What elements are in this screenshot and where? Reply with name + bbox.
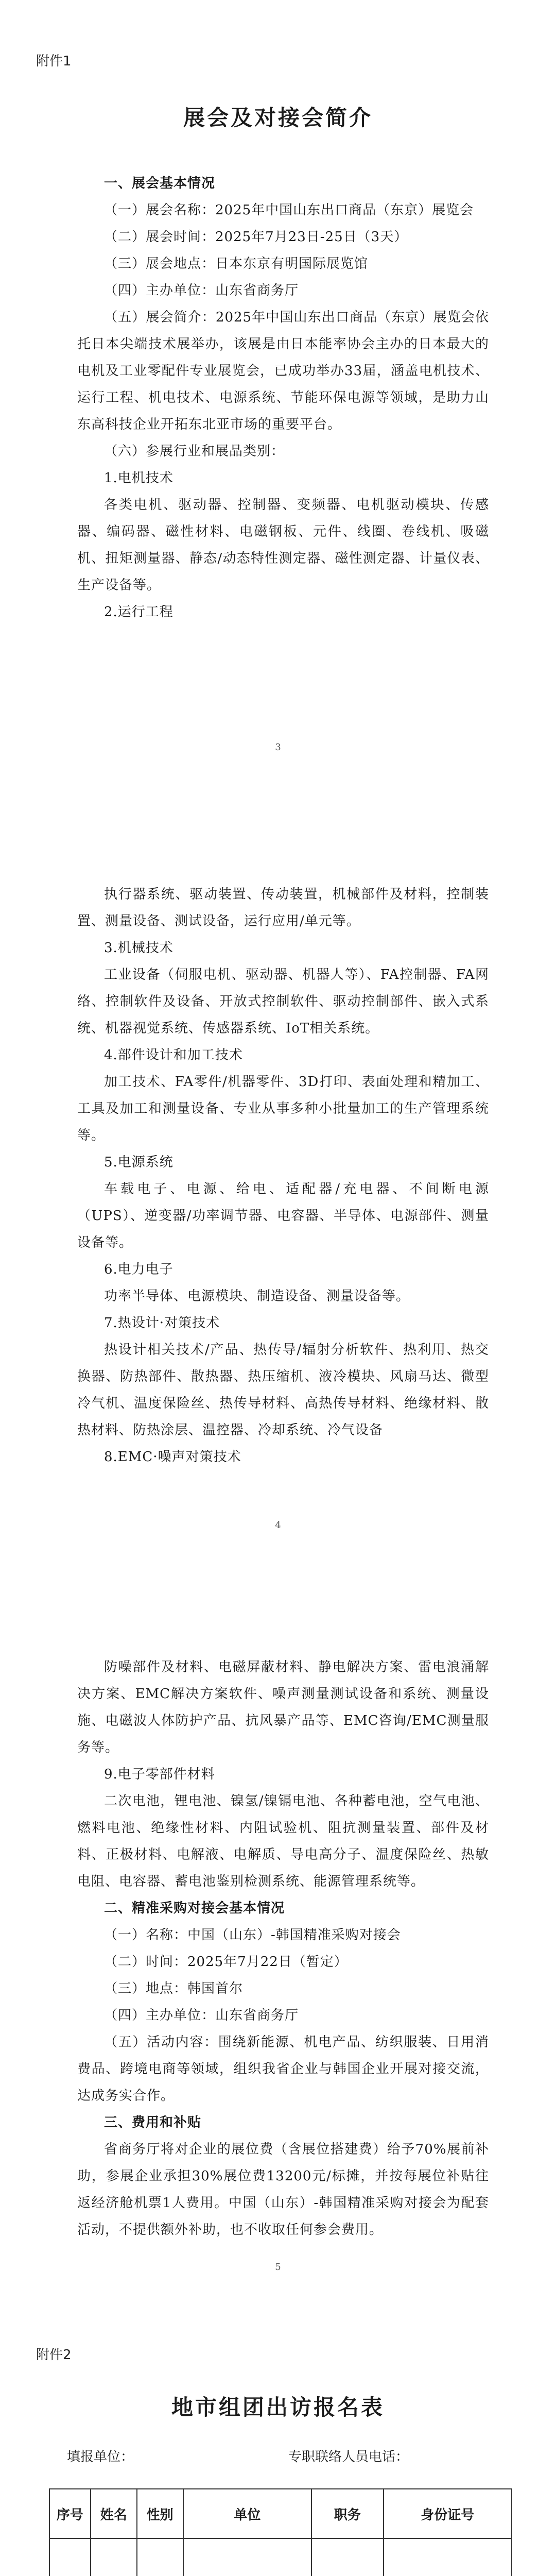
item-3-text: 工业设备（伺服电机、驱动器、机器人等）、FA控制器、FA网络、控制软件及设备、开放式控制软件、驱动控制部件、嵌入式系统、机器视觉系统、传感器系统、IoT相关系统。 bbox=[77, 967, 489, 1036]
table-row bbox=[49, 2538, 512, 2576]
section-1-heading: 一、展会基本情况 bbox=[104, 176, 216, 191]
page-number: 5 bbox=[275, 2262, 281, 2273]
table-cell[interactable] bbox=[137, 2538, 183, 2576]
header-position: 职务 bbox=[311, 2489, 384, 2538]
table-cell[interactable] bbox=[49, 2538, 91, 2576]
attachment-label: 附件1 bbox=[36, 54, 72, 69]
matchmaking-host: （四）主办单位：山东省商务厅 bbox=[104, 2008, 299, 2023]
exhibition-host: （四）主办单位：山东省商务厅 bbox=[104, 283, 299, 298]
item-7-heading: 7.热设计·对策技术 bbox=[104, 1315, 220, 1331]
exhibition-location: （三）展会地点：日本东京有明国际展览馆 bbox=[104, 256, 369, 272]
item-1-text: 各类电机、驱动器、控制器、变频器、电机驱动模块、传感器、编码器、磁性材料、电磁钢板、元件、线圈、卷线机、吸磁机、扭矩测量器、静态/动态特性测定器、磁性测定器、计量仪表、生产设备等。 bbox=[77, 497, 489, 593]
fill-unit-label: 填报单位： bbox=[67, 2449, 134, 2465]
page-3-content bbox=[77, 1654, 489, 2243]
fees-text: 省商务厅将对企业的展位费（含展位搭建费）给予70%展前补助，参展企业承担30%展位费13200元/标摊，并按每展位补贴往返经济舱机票1人费用。中国（山东）-韩国精准采购对接会为配套活动，不提供额外补助，也不收取任何参会费用。 bbox=[77, 2142, 489, 2238]
item-4-text: 加工技术、FA零件/机器零件、3D打印、表面处理和精加工、工具及加工和测量设备、专业从事多种小批量加工的生产管理系统等。 bbox=[77, 1074, 489, 1143]
table-cell[interactable] bbox=[384, 2538, 512, 2576]
page-3 bbox=[0, 1577, 556, 2329]
item-9-text: 二次电池，锂电池、镍氢/镍镉电池、各种蓄电池，空气电池、燃料电池、绝缘性材料、内阻试验机、阻抗测量装置、部件及材料、正极材料、电解液、电解质、导电高分子、温度保险丝、热敏电阻、电容器、蓄电池鉴别检测系统、能源管理系统等。 bbox=[77, 1793, 489, 1889]
exhibition-time: （二）展会时间：2025年7月23日-25日（3天） bbox=[104, 229, 408, 245]
exhibition-scope: （六）参展行业和展品类别： bbox=[104, 444, 285, 459]
item-2-heading: 2.运行工程 bbox=[104, 604, 173, 620]
item-2-text: 执行器系统、驱动装置、传动装置，机械部件及材料，控制装置、测量设备、测试设备，运行应用/单元等。 bbox=[77, 887, 489, 929]
matchmaking-content: （五）活动内容：围绕新能源、机电产品、纺织服装、日用消费品、跨境电商等领域，组织我省企业与韩国企业开展对接交流，达成务实合作。 bbox=[77, 2035, 489, 2104]
page-2 bbox=[0, 804, 556, 1577]
item-6-text: 功率半导体、电源模块、制造设备、测量设备等。 bbox=[104, 1289, 410, 1304]
header-id-number: 身份证号 bbox=[384, 2489, 512, 2538]
registration-table bbox=[49, 2488, 512, 2576]
item-9-heading: 9.电子零部件材料 bbox=[104, 1767, 215, 1782]
page-1-content bbox=[77, 170, 489, 625]
table-header-row bbox=[49, 2489, 512, 2538]
page-1 bbox=[0, 0, 556, 804]
matchmaking-name: （一）名称：中国（山东）-韩国精准采购对接会 bbox=[104, 1927, 401, 1943]
item-3-heading: 3.机械技术 bbox=[104, 940, 173, 956]
section-3-heading: 三、费用和补贴 bbox=[104, 2115, 202, 2130]
table-cell[interactable] bbox=[91, 2538, 137, 2576]
matchmaking-time: （二）时间：2025年7月22日（暂定） bbox=[104, 1954, 348, 1970]
header-unit: 单位 bbox=[183, 2489, 311, 2538]
page-number: 4 bbox=[275, 1520, 281, 1531]
document-title: 展会及对接会简介 bbox=[183, 105, 373, 130]
item-8-text: 防噪部件及材料、电磁屏蔽材料、静电解决方案、雷电浪涌解决方案、EMC解决方案软件、噪声测量测试设备和系统、测量设施、电磁波人体防护产品、抗风暴产品等、EMC咨询/EMC测量服务等。 bbox=[77, 1659, 489, 1755]
item-7-text: 热设计相关技术/产品、热传导/辐射分析软件、热利用、热交换器、防热部件、散热器、热压缩机、液冷模块、风扇马达、微型冷气机、温度保险丝、热传导材料、高热传导材料、绝缘材料、散热材料、防热涂层、温控器、冷却系统、冷气设备 bbox=[77, 1342, 489, 1438]
item-4-heading: 4.部件设计和加工技术 bbox=[104, 1047, 243, 1063]
item-8-heading: 8.EMC·噪声对策技术 bbox=[104, 1449, 241, 1465]
table-cell[interactable] bbox=[311, 2538, 384, 2576]
item-1-heading: 1.电机技术 bbox=[104, 470, 173, 486]
page-4 bbox=[0, 2329, 556, 2576]
item-5-text: 车载电子、电源、给电、适配器/充电器、不间断电源（UPS）、逆变器/功率调节器、电容器、半导体、电源部件、测量设备等。 bbox=[77, 1181, 489, 1250]
exhibition-intro: （五）展会简介：2025年中国山东出口商品（东京）展览会依托日本尖端技术展举办，该展是由日本能率协会主办的日本最大的电机及工业零配件专业展览会，已成功举办33届，涵盖电机技术、运行工程、机电技术、电源系统、节能环保电源等领域，是助力山东高科技企业开拓东北亚市场的重要平台。 bbox=[77, 310, 489, 432]
header-name: 姓名 bbox=[91, 2489, 137, 2538]
section-2-heading: 二、精准采购对接会基本情况 bbox=[104, 1901, 285, 1916]
matchmaking-place: （三）地点：韩国首尔 bbox=[104, 1981, 244, 1996]
page-2-content bbox=[77, 881, 489, 1470]
fill-contact-label: 专职联络人员电话： bbox=[288, 2449, 409, 2465]
table-cell[interactable] bbox=[183, 2538, 311, 2576]
header-index: 序号 bbox=[49, 2489, 91, 2538]
form-title: 地市组团出访报名表 bbox=[171, 2395, 385, 2420]
exhibition-name: （一）展会名称：2025年中国山东出口商品（东京）展览会 bbox=[104, 202, 474, 218]
header-gender: 性别 bbox=[137, 2489, 183, 2538]
item-6-heading: 6.电力电子 bbox=[104, 1262, 173, 1277]
item-5-heading: 5.电源系统 bbox=[104, 1155, 173, 1170]
page-number: 3 bbox=[275, 742, 281, 753]
attachment-label: 附件2 bbox=[36, 2347, 72, 2363]
